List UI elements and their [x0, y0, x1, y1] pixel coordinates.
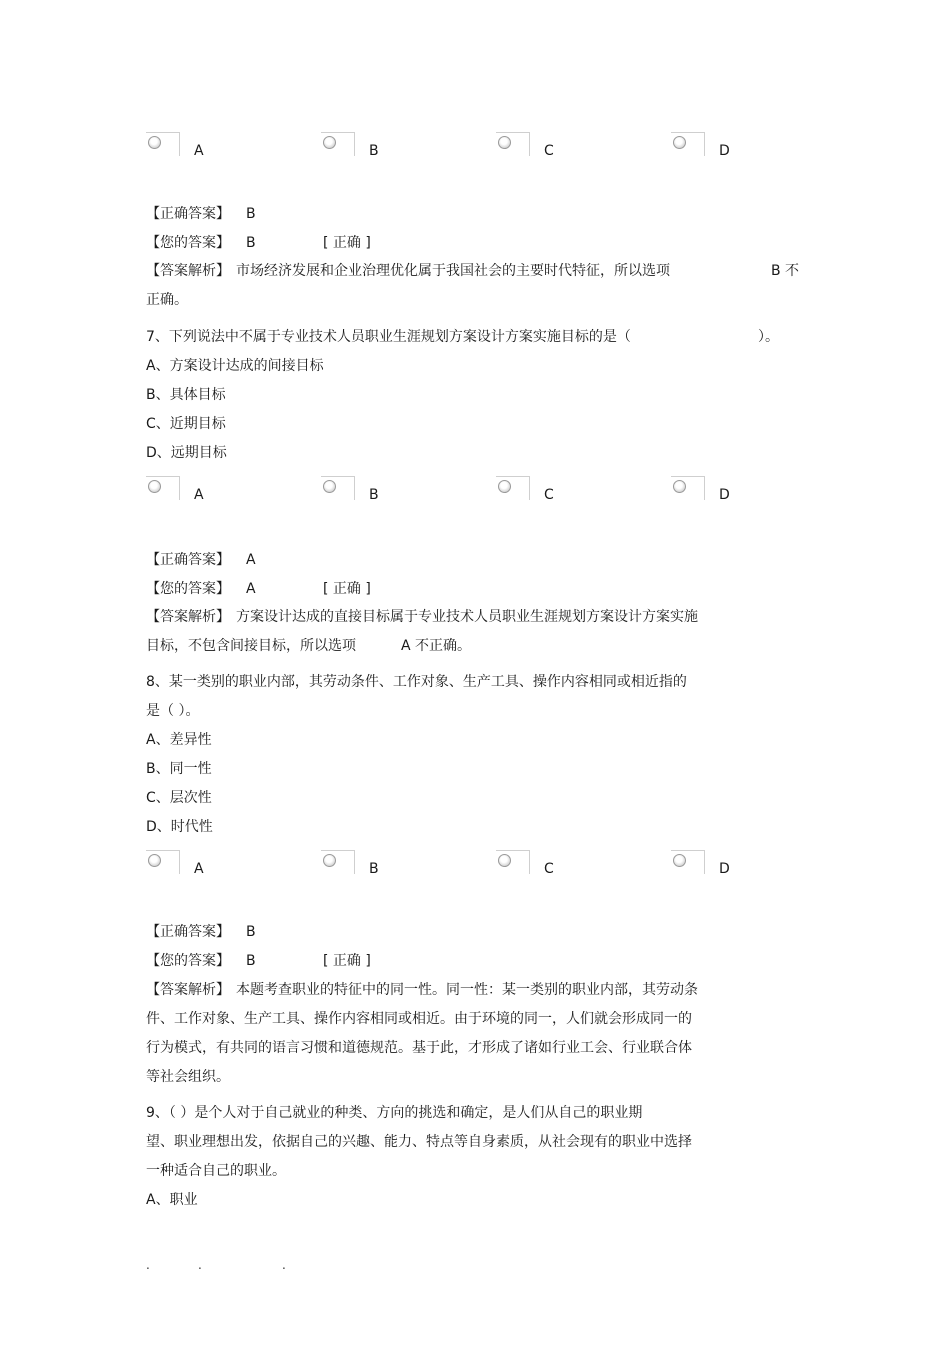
radio-button-icon[interactable]: [323, 854, 336, 867]
option-text: C、层次性: [146, 790, 212, 806]
analysis-text: B 不: [771, 263, 800, 279]
your-answer-value: B: [246, 235, 256, 251]
your-answer-label: 【您的答案】: [146, 581, 230, 597]
your-answer-value: B: [246, 953, 256, 969]
question-stem: 一种适合自己的职业。: [146, 1163, 286, 1179]
radio-button-icon[interactable]: [498, 136, 511, 149]
choice-label: C: [544, 487, 554, 503]
question-stem: 是（ ）。: [146, 703, 200, 719]
analysis-text: 本题考查职业的特征中的同一性。同一性：某一类别的职业内部，其劳动条: [236, 982, 698, 998]
radio-button-icon[interactable]: [673, 136, 686, 149]
correct-answer-label: 【正确答案】: [146, 206, 230, 222]
choice-label: A: [194, 143, 204, 159]
your-answer-value: A: [246, 581, 256, 597]
choice-label: B: [369, 487, 379, 503]
choice-label: C: [544, 143, 554, 159]
choice-label: A: [194, 487, 204, 503]
correct-answer-value: B: [246, 206, 256, 222]
footer-dot: .: [146, 1258, 150, 1272]
option-text: D、远期目标: [146, 445, 227, 461]
choice-label: D: [719, 487, 730, 503]
analysis-label: 【答案解析】: [146, 263, 230, 279]
radio-button-icon[interactable]: [323, 480, 336, 493]
choice-label: D: [719, 143, 730, 159]
choice-label: B: [369, 143, 379, 159]
choice-label: A: [194, 861, 204, 877]
radio-button-icon[interactable]: [148, 480, 161, 493]
footer-dot: .: [198, 1258, 202, 1272]
option-text: A、职业: [146, 1192, 198, 1208]
answer-status: [ 正确 ]: [323, 235, 371, 251]
analysis-text: 方案设计达成的直接目标属于专业技术人员职业生涯规划方案设计方案实施: [236, 609, 698, 625]
analysis-text: 件、工作对象、生产工具、操作内容相同或相近。由于环境的同一，人们就会形成同一的: [146, 1011, 692, 1027]
radio-button-icon[interactable]: [148, 854, 161, 867]
answer-choice-row-q8: [0, 850, 950, 880]
choice-label: D: [719, 861, 730, 877]
answer-status: [ 正确 ]: [323, 581, 371, 597]
radio-button-icon[interactable]: [498, 480, 511, 493]
your-answer-label: 【您的答案】: [146, 953, 230, 969]
correct-answer-label: 【正确答案】: [146, 552, 230, 568]
correct-answer-value: A: [246, 552, 256, 568]
analysis-label: 【答案解析】: [146, 609, 230, 625]
question-stem: 9、（ ）是个人对于自己就业的种类、方向的挑选和确定，是人们从自己的职业期: [146, 1105, 643, 1121]
answer-choice-row-q7: [0, 476, 950, 506]
option-text: C、近期目标: [146, 416, 226, 432]
question-stem: 望、职业理想出发，依据自己的兴趣、能力、特点等自身素质，从社会现有的职业中选择: [146, 1134, 692, 1150]
option-text: B、具体目标: [146, 387, 226, 403]
analysis-label: 【答案解析】: [146, 982, 230, 998]
analysis-text: 目标，不包含间接目标，所以选项: [146, 638, 356, 654]
question-stem: 8、某一类别的职业内部，其劳动条件、工作对象、生产工具、操作内容相同或相近指的: [146, 674, 687, 690]
analysis-text: A 不正确。: [401, 638, 472, 654]
analysis-text: 行为模式，有共同的语言习惯和道德规范。基于此，才形成了诸如行业工会、行业联合体: [146, 1040, 692, 1056]
option-text: B、同一性: [146, 761, 212, 777]
correct-answer-label: 【正确答案】: [146, 924, 230, 940]
answer-status: [ 正确 ]: [323, 953, 371, 969]
radio-button-icon[interactable]: [673, 480, 686, 493]
option-text: A、方案设计达成的间接目标: [146, 358, 324, 374]
option-text: A、差异性: [146, 732, 212, 748]
option-text: D、时代性: [146, 819, 213, 835]
radio-button-icon[interactable]: [673, 854, 686, 867]
radio-button-icon[interactable]: [148, 136, 161, 149]
analysis-text: 正确。: [146, 292, 188, 308]
question-stem: 7、下列说法中不属于专业技术人员职业生涯规划方案设计方案实施目标的是（: [146, 329, 631, 345]
footer-dot: .: [282, 1258, 286, 1272]
radio-button-icon[interactable]: [498, 854, 511, 867]
analysis-text: 等社会组织。: [146, 1069, 230, 1085]
choice-label: B: [369, 861, 379, 877]
correct-answer-value: B: [246, 924, 256, 940]
radio-button-icon[interactable]: [323, 136, 336, 149]
your-answer-label: 【您的答案】: [146, 235, 230, 251]
choice-label: C: [544, 861, 554, 877]
analysis-text: 市场经济发展和企业治理优化属于我国社会的主要时代特征，所以选项: [236, 263, 670, 279]
question-stem-end: ）。: [758, 329, 779, 345]
answer-choice-row-q6: [0, 132, 950, 162]
